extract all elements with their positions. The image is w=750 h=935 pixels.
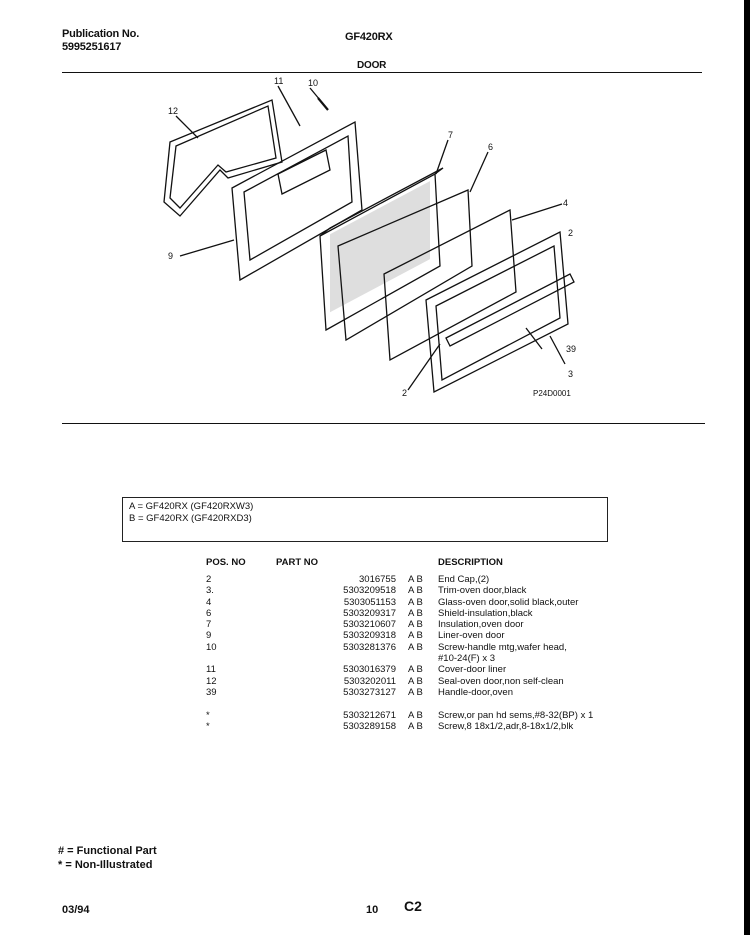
models-cell: A B <box>408 585 423 597</box>
models-cell: A B <box>408 574 423 585</box>
models-cell: A B <box>408 607 423 619</box>
pos-cell: 7 <box>206 619 212 631</box>
figure-id: P24D0001 <box>533 389 571 398</box>
footer-page: 10 <box>366 904 379 916</box>
description-cell: End Cap,(2) <box>438 574 490 585</box>
callout-7: 7 <box>448 130 454 140</box>
header-description: DESCRIPTION <box>438 557 503 568</box>
publication-number: 5995251617 <box>62 41 122 53</box>
part-number-cell: 5303281376 <box>343 641 396 653</box>
models-cell: A B <box>408 686 423 698</box>
models-cell: A B <box>408 664 423 676</box>
models-cell <box>408 653 438 664</box>
description-cell: Liner-oven door <box>438 630 505 642</box>
table-row <box>198 597 638 608</box>
callout-2-right: 2 <box>568 228 574 238</box>
table-row <box>198 721 638 732</box>
table-row <box>198 585 638 596</box>
header-part: PART NO <box>276 557 319 568</box>
models-cell: A B <box>408 709 423 721</box>
exploded-door-diagram <box>150 70 600 410</box>
part-number-cell: 5303209317 <box>343 607 396 619</box>
models-cell: A B <box>408 630 423 642</box>
table-row <box>198 687 638 698</box>
callout-6: 6 <box>488 142 494 152</box>
table-row <box>198 664 638 675</box>
pos-cell: * <box>206 720 210 732</box>
part-number-cell: 5303212671 <box>343 709 396 721</box>
pos-cell <box>198 653 276 664</box>
parts-table <box>198 556 638 732</box>
seal-outline <box>164 100 282 216</box>
part-number-cell: 5303051153 <box>343 596 396 608</box>
pos-cell: 12 <box>206 675 217 687</box>
callout-12: 12 <box>168 106 179 116</box>
part-number-cell <box>276 653 408 664</box>
table-row <box>198 574 638 585</box>
footnote-functional: # = Functional Part <box>58 845 157 857</box>
models-cell: A B <box>408 720 423 732</box>
part-number-cell: 5303209518 <box>343 585 396 597</box>
part-number-cell: 3016755 <box>359 574 396 585</box>
legend-row <box>129 513 601 525</box>
table-row <box>198 608 638 619</box>
models-cell: A B <box>408 675 423 687</box>
pos-cell: 2 <box>206 574 212 585</box>
table-row <box>198 619 638 630</box>
callout-39: 39 <box>566 344 577 354</box>
description-cell: Screw,8 18x1/2,adr,8-18x1/2,blk <box>438 720 574 732</box>
description-cell: Glass-oven door,solid black,outer <box>438 596 579 608</box>
table-row <box>198 710 638 721</box>
model-legend <box>122 497 608 542</box>
callout-9: 9 <box>168 251 174 261</box>
handle-bar <box>446 274 574 346</box>
description-cell: Cover-door liner <box>438 664 507 676</box>
pos-cell: 11 <box>206 664 216 676</box>
section-title: DOOR <box>357 60 387 71</box>
pos-cell: 39 <box>206 686 217 698</box>
part-number-cell: 5303289158 <box>343 720 396 732</box>
description-cell: Handle-door,oven <box>438 686 513 698</box>
models-cell: A B <box>408 641 423 653</box>
callout-10: 10 <box>308 78 319 88</box>
part-number-cell: 5303016379 <box>343 664 396 676</box>
part-number-cell: 5303273127 <box>343 686 396 698</box>
table-row <box>198 653 638 664</box>
description-cell: #10-24(F) x 3 <box>438 653 496 665</box>
publication-label: Publication No. <box>62 28 140 40</box>
part-number-cell: 5303210607 <box>343 619 396 631</box>
legend-row <box>129 501 601 513</box>
legend-text: = GF420RX (GF420RXW3) <box>137 501 254 512</box>
section-rule <box>62 423 705 424</box>
table-row <box>198 630 638 641</box>
description-cell: Screw-handle mtg,wafer head, <box>438 641 567 653</box>
footnote-non-illustrated: * = Non-Illustrated <box>58 859 153 871</box>
callout-11: 11 <box>274 76 284 86</box>
page-edge <box>744 0 750 935</box>
part-number-cell: 5303209318 <box>343 630 396 642</box>
seal-inner <box>170 106 276 208</box>
callout-4: 4 <box>563 198 569 208</box>
row-spacer <box>198 698 638 709</box>
callout-2-left: 2 <box>402 388 408 398</box>
legend-text: = GF420RX (GF420RXD3) <box>137 513 252 524</box>
pos-cell: 4 <box>206 596 212 608</box>
pos-cell: 3. <box>206 585 214 597</box>
description-cell: Insulation,oven door <box>438 619 524 631</box>
description-cell: Trim-oven door,black <box>438 585 527 597</box>
legend-key: A <box>129 501 135 512</box>
legend-key: B <box>129 513 136 524</box>
table-row <box>198 676 638 687</box>
model-number: GF420RX <box>345 31 393 43</box>
part-number-cell: 5303202011 <box>343 675 396 687</box>
pos-cell: 6 <box>206 607 212 619</box>
models-cell: A B <box>408 596 423 608</box>
footer-code: C2 <box>404 898 422 914</box>
header-pos: POS. NO <box>206 557 246 568</box>
models-cell: A B <box>408 619 423 631</box>
liner-cover <box>278 150 330 194</box>
table-row <box>198 642 638 653</box>
pos-cell: 9 <box>206 630 212 642</box>
parts-body <box>198 574 638 732</box>
callout-3: 3 <box>568 369 574 379</box>
header-models <box>408 556 438 574</box>
description-cell: Screw,or pan hd sems,#8-32(BP) x 1 <box>438 709 594 721</box>
pos-cell: 10 <box>206 641 217 653</box>
description-cell: Seal-oven door,non self-clean <box>438 675 564 687</box>
footer-date: 03/94 <box>62 904 90 916</box>
description-cell: Shield-insulation,black <box>438 607 533 619</box>
pos-cell: * <box>206 709 210 721</box>
